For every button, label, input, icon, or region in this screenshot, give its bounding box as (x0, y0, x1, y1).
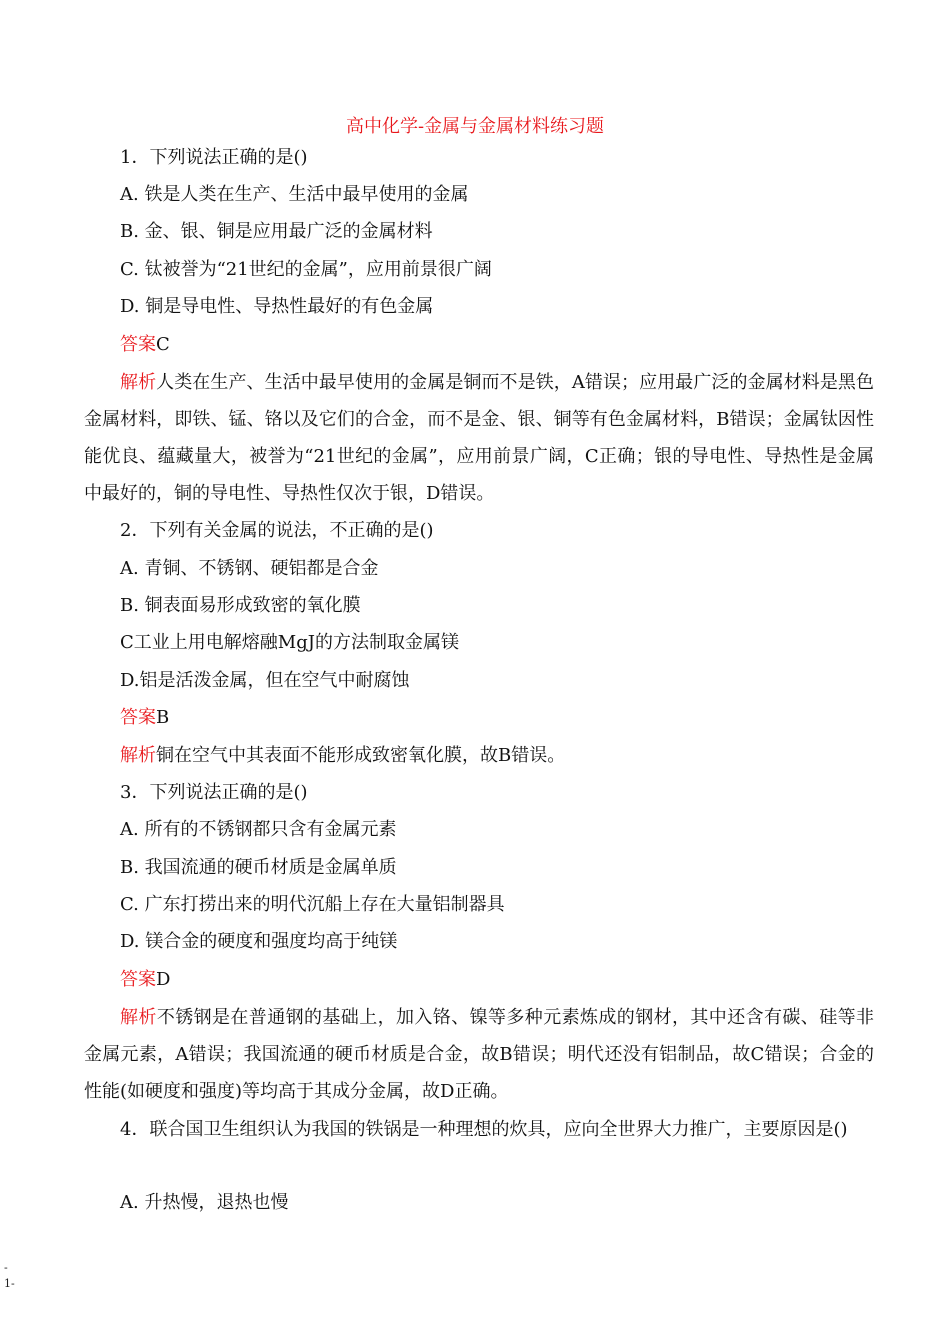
answer-value: D (156, 969, 171, 990)
analysis-tag: 解析 (120, 1007, 157, 1028)
answer-value: C (156, 334, 170, 355)
question-3-option-a: A. 所有的不锈钢都只含有金属元素 (120, 819, 397, 840)
question-2-option-b: B. 铜表面易形成致密的氧化膜 (120, 595, 361, 616)
analysis-text: 铜在空气中其表面不能形成致密氧化膜，故B错误。 (156, 745, 566, 766)
answer-tag: 答案 (120, 334, 156, 355)
analysis-text: 人类在生产、生活中最早使用的金属是铜而不是铁，A错误；应用最广泛的金属材料是黑色金属材料，即铁、锰、铬以及它们的合金，而不是金、银、铜等有色金属材料，B错误；金属钛因性能优良、蕴藏量大，被誉为“21世纪的金属”，应用前景广阔，C正确；银的导电性、导热性是金属中最好的，铜的导电性、导热性仅次于银，D错误。 (84, 372, 875, 504)
question-1-option-d: D. 铜是导电性、导热性最好的有色金属 (120, 296, 434, 317)
analysis-tag: 解析 (120, 745, 156, 766)
document-title: 高中化学-金属与金属材料练习题 (345, 116, 605, 137)
question-4-option-a: A. 升热慢，退热也慢 (120, 1192, 289, 1213)
question-4-stem: 4．联合国卫生组织认为我国的铁锅是一种理想的炊具，应向全世界大力推广，主要原因是() (120, 1119, 848, 1140)
question-2-stem: 2．下列有关金属的说法，不正确的是() (120, 520, 434, 541)
analysis-text: 不锈钢是在普通钢的基础上，加入铬、镍等多种元素炼成的钢材，其中还含有碳、硅等非金属元素，A错误；我国流通的硬币材质是合金，故B错误；明代还没有铝制品，故C错误；合金的性能(如硬度和强度)等均高于其成分金属，故D正确。 (84, 1007, 875, 1102)
question-2-option-c: C工业上用电解熔融MgJ的方法制取金属镁 (120, 632, 459, 653)
question-1-answer (120, 333, 170, 357)
analysis-tag: 解析 (120, 372, 157, 393)
answer-tag: 答案 (120, 969, 156, 990)
answer-tag: 答案 (120, 707, 156, 728)
question-3-stem: 3．下列说法正确的是() (120, 782, 308, 803)
question-1-option-a: A. 铁是人类在生产、生活中最早使用的金属 (120, 184, 469, 205)
question-1-analysis (84, 364, 874, 512)
answer-value: B (156, 707, 170, 728)
footer-mark: - (4, 1261, 8, 1274)
question-2-option-d: D.铝是活泼金属，但在空气中耐腐蚀 (120, 670, 410, 691)
question-1-option-b: B. 金、银、铜是应用最广泛的金属材料 (120, 221, 433, 242)
question-2-analysis (84, 737, 874, 774)
question-3-analysis (84, 999, 874, 1110)
question-3-option-c: C. 广东打捞出来的明代沉船上存在大量铝制器具 (120, 894, 505, 915)
question-2-answer (120, 706, 169, 730)
question-3-option-b: B. 我国流通的硬币材质是金属单质 (120, 857, 397, 878)
question-3-option-d: D. 镁合金的硬度和强度均高于纯镁 (120, 931, 398, 952)
question-1-stem: 1．下列说法正确的是() (120, 147, 308, 168)
question-2-option-a: A. 青铜、不锈钢、硬铝都是合金 (120, 558, 379, 579)
question-3-answer (120, 968, 170, 992)
page-number: 1- (4, 1277, 15, 1290)
question-1-option-c: C. 钛被誉为“21世纪的金属”，应用前景很广阔 (120, 259, 492, 280)
